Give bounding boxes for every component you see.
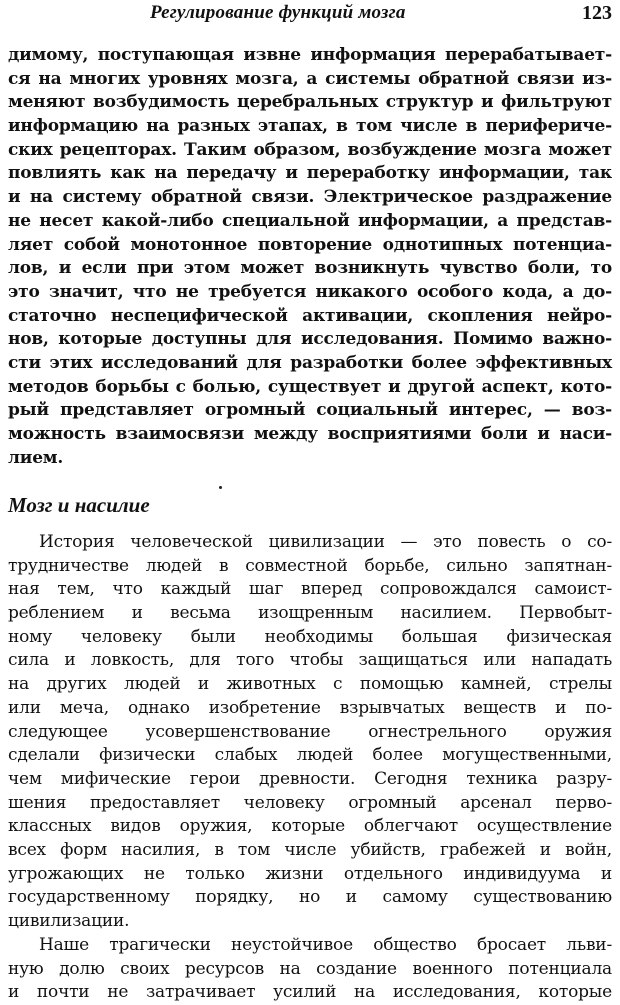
text-line: ских рецепторах. Таким образом, возбуждение мозга может (8, 139, 612, 160)
print-speck (219, 486, 222, 489)
text-line: не несет какой-либо специальной информации, а представ- (8, 210, 612, 231)
text-line: ная тем, что каждый шаг вперед сопровождался самоист- (8, 579, 612, 600)
text-line: информацию на разных этапах, в том числе в перифериче- (8, 116, 612, 137)
text-line: сти этих исследований для разработки более эффективных (8, 352, 612, 373)
text-line: на других людей и животных с помощью камней, стрелы (8, 674, 612, 695)
text-line: нов, которые доступны для исследования. Помимо важно- (8, 329, 612, 350)
text-line: повлиять как на передачу и переработку информации, так (8, 163, 612, 184)
text-line: трудничестве людей в совместной борьбе, сильно запятнан- (8, 555, 612, 576)
text-line: лов, и если при этом может возникнуть чувство боли, то (8, 258, 612, 279)
text-line: следующее усовершенствование огнестрельного оружия (8, 721, 612, 742)
text-line: димому, поступающая извне информация перерабатывает- (8, 45, 612, 65)
running-title: Регулирование функций мозга (150, 2, 406, 23)
running-head (0, 2, 620, 26)
text-line: ному человеку были необходимы большая физическая (8, 626, 612, 647)
text-line: сделали физически слабых людей более могущественными, (8, 745, 612, 766)
text-line: Наше трагически неустойчивое общество бросает льви- (39, 935, 612, 955)
text-line: это значит, что не требуется никакого особого кода, а до- (8, 281, 612, 302)
text-line: ся на многих уровнях мозга, а системы обратной связи из- (8, 68, 612, 89)
text-line: можность взаимосвязи между восприятиями боли и наси- (8, 424, 612, 444)
text-line: методов борьбы с болью, существует и другой аспект, кото- (8, 376, 612, 397)
text-line: шения предоставляет человеку огромный арсенал перво- (8, 792, 612, 813)
text-line: меняют возбудимость церебральных структур и фильтруют (8, 92, 612, 113)
text-line: История человеческой цивилизации — это повесть о со- (39, 532, 612, 552)
text-line: лием. (8, 447, 64, 468)
text-line: угрожающих не только жизни отдельного индивидуума и (8, 863, 612, 884)
text-line: рый представляет огромный социальный интерес, — воз- (8, 400, 612, 421)
text-line: ную долю своих ресурсов на создание военного потенциала (8, 958, 612, 979)
text-line: сила и ловкость, для того чтобы защищаться или нападать (8, 650, 612, 671)
text-line: и почти не затрачивает усилий на исследования, которые (8, 982, 612, 1003)
text-line: ляет собой монотонное повторение однотипных потенциа- (8, 234, 612, 255)
text-line: чем мифические герои древности. Сегодня техника разру- (8, 768, 612, 789)
paragraph-continued (8, 44, 612, 470)
text-line: государственному порядку, но и самому существованию (8, 887, 612, 908)
text-line: статочно неспецифической активации, скопления нейро- (8, 305, 612, 326)
text-line: и на систему обратной связи. Электрическое раздражение (8, 187, 612, 208)
text-line: всех форм насилия, в том числе убийств, грабежей и войн, (8, 839, 612, 860)
section-heading: Мозг и насилие (8, 493, 150, 517)
paragraph (8, 934, 612, 1005)
text-line: классных видов оружия, которые облегчают осуществление (8, 816, 612, 837)
text-line: или меча, однако изобретение взрывчатых веществ и по- (8, 697, 612, 718)
text-line: реблением и весьма изощренным насилием. Первобыт- (8, 603, 612, 624)
text-line: цивилизации. (8, 911, 130, 931)
paragraph (8, 531, 612, 934)
page-number: 123 (582, 2, 612, 24)
